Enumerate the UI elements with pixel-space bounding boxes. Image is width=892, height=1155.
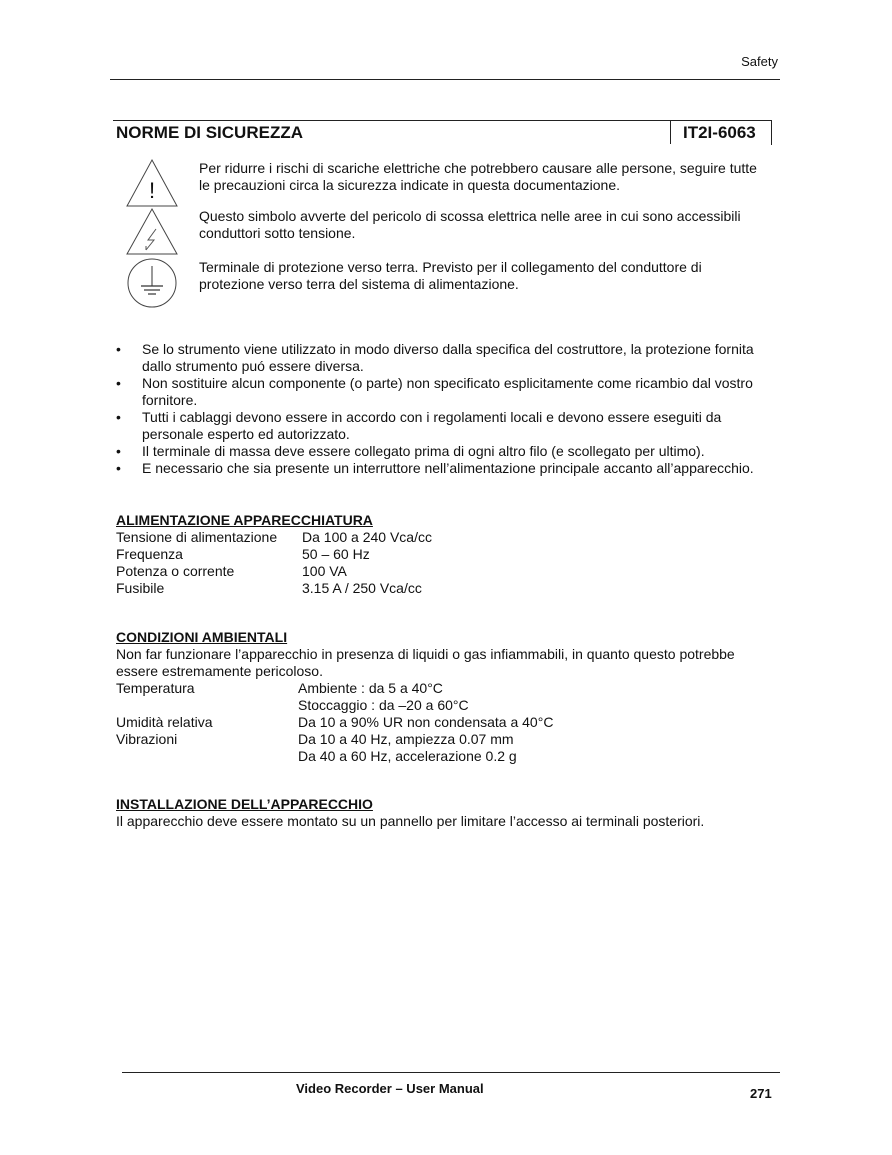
spec-label: Umidità relativa xyxy=(116,714,213,730)
table-row xyxy=(116,529,716,546)
list-item xyxy=(116,341,781,375)
list-item-text: Non sostituire alcun componente (o parte) non specificato esplicitamente come ricambio dal vostro fornitore. xyxy=(142,375,753,408)
table-row xyxy=(116,563,716,580)
list-item xyxy=(116,375,781,409)
spec-value: Da 100 a 240 Vca/cc xyxy=(302,529,432,545)
list-item xyxy=(116,443,781,460)
installation-section-title: INSTALLAZIONE DELL’APPARECCHIO xyxy=(116,796,373,812)
spec-label xyxy=(116,697,298,714)
installation-text: Il apparecchio deve essere montato su un pannello per limitare l’accesso ai terminali posteriori. xyxy=(116,813,705,829)
safety-bullet-list xyxy=(116,341,781,477)
page-title: NORME DI SICUREZZA xyxy=(116,123,303,142)
environment-spec-table xyxy=(116,680,716,765)
bullet-marker: • xyxy=(116,443,121,459)
table-row xyxy=(116,697,716,714)
spec-value: 50 – 60 Hz xyxy=(302,546,370,562)
protective-earth-icon xyxy=(124,258,180,308)
list-item xyxy=(116,460,781,477)
list-item-text: E necessario che sia presente un interruttore nell’alimentazione principale accanto all’apparecchio. xyxy=(142,460,754,476)
header-rule xyxy=(110,79,780,80)
footer-title: Video Recorder – User Manual xyxy=(296,1081,484,1096)
spec-value: 100 VA xyxy=(302,563,347,579)
electric-shock-icon xyxy=(124,207,180,257)
bullet-marker: • xyxy=(116,409,121,425)
table-row xyxy=(116,680,716,697)
bullet-marker: • xyxy=(116,375,121,391)
list-item-text: Tutti i cablaggi devono essere in accordo con i regolamenti locali e devono essere eseguiti da personale esperto ed autorizzato. xyxy=(142,409,722,442)
spec-label: Potenza o corrente xyxy=(116,563,235,579)
earth-symbol-text: Terminale di protezione verso terra. Previsto per il collegamento del conduttore di protezione verso terra del sistema di alimentazione. xyxy=(199,259,702,292)
list-item xyxy=(116,409,781,443)
spec-label: Tensione di alimentazione xyxy=(116,529,278,545)
environment-intro: Non far funzionare l’apparecchio in presenza di liquidi o gas infiammabili, in quanto questo potrebbe essere estremamente pericoloso. xyxy=(116,646,735,679)
bullet-marker: • xyxy=(116,460,121,476)
spec-value: Da 10 a 90% UR non condensata a 40°C xyxy=(298,714,554,730)
environment-section-title: CONDIZIONI AMBIENTALI xyxy=(116,629,288,645)
power-section-title: ALIMENTAZIONE APPARECCHIATURA xyxy=(116,512,373,528)
warning-triangle-icon xyxy=(124,157,180,209)
table-row xyxy=(116,748,716,765)
power-spec-table xyxy=(116,529,716,597)
spec-value: Ambiente : da 5 a 40°C xyxy=(298,680,443,696)
spec-value: Da 40 a 60 Hz, accelerazione 0.2 g xyxy=(298,748,517,764)
spec-value: Stoccaggio : da –20 a 60°C xyxy=(298,697,469,713)
svg-text:!: ! xyxy=(148,178,156,203)
warning-symbol-text: Per ridurre i rischi di scariche elettriche che potrebbero causare alle persone, seguire tutte le precauzioni circa la sicurezza indicate in questa documentazione. xyxy=(199,160,757,193)
shock-symbol-text: Questo simbolo avverte del pericolo di scossa elettrica nelle aree in cui sono accessibili conduttori sotto tensione. xyxy=(199,208,741,241)
table-row xyxy=(116,580,716,597)
spec-label: Frequenza xyxy=(116,546,183,562)
doc-code: IT2I-6063 xyxy=(683,123,756,142)
table-row xyxy=(116,546,716,563)
bullet-marker: • xyxy=(116,341,121,357)
spec-value: 3.15 A / 250 Vca/cc xyxy=(302,580,422,596)
page-number: 271 xyxy=(750,1086,772,1101)
spec-label: Temperatura xyxy=(116,680,195,696)
table-row xyxy=(116,714,716,731)
spec-label xyxy=(116,748,298,765)
spec-label: Vibrazioni xyxy=(116,731,178,747)
header-section-label: Safety xyxy=(741,54,778,69)
spec-label: Fusibile xyxy=(116,580,165,596)
list-item-text: Il terminale di massa deve essere collegato prima di ogni altro filo (e scollegato per ultimo). xyxy=(142,443,705,459)
spec-value: Da 10 a 40 Hz, ampiezza 0.07 mm xyxy=(298,731,514,747)
table-row xyxy=(116,731,716,748)
footer-rule xyxy=(122,1072,780,1073)
list-item-text: Se lo strumento viene utilizzato in modo diverso dalla specifica del costruttore, la protezione fornita dallo strumento puó essere diversa. xyxy=(142,341,754,374)
